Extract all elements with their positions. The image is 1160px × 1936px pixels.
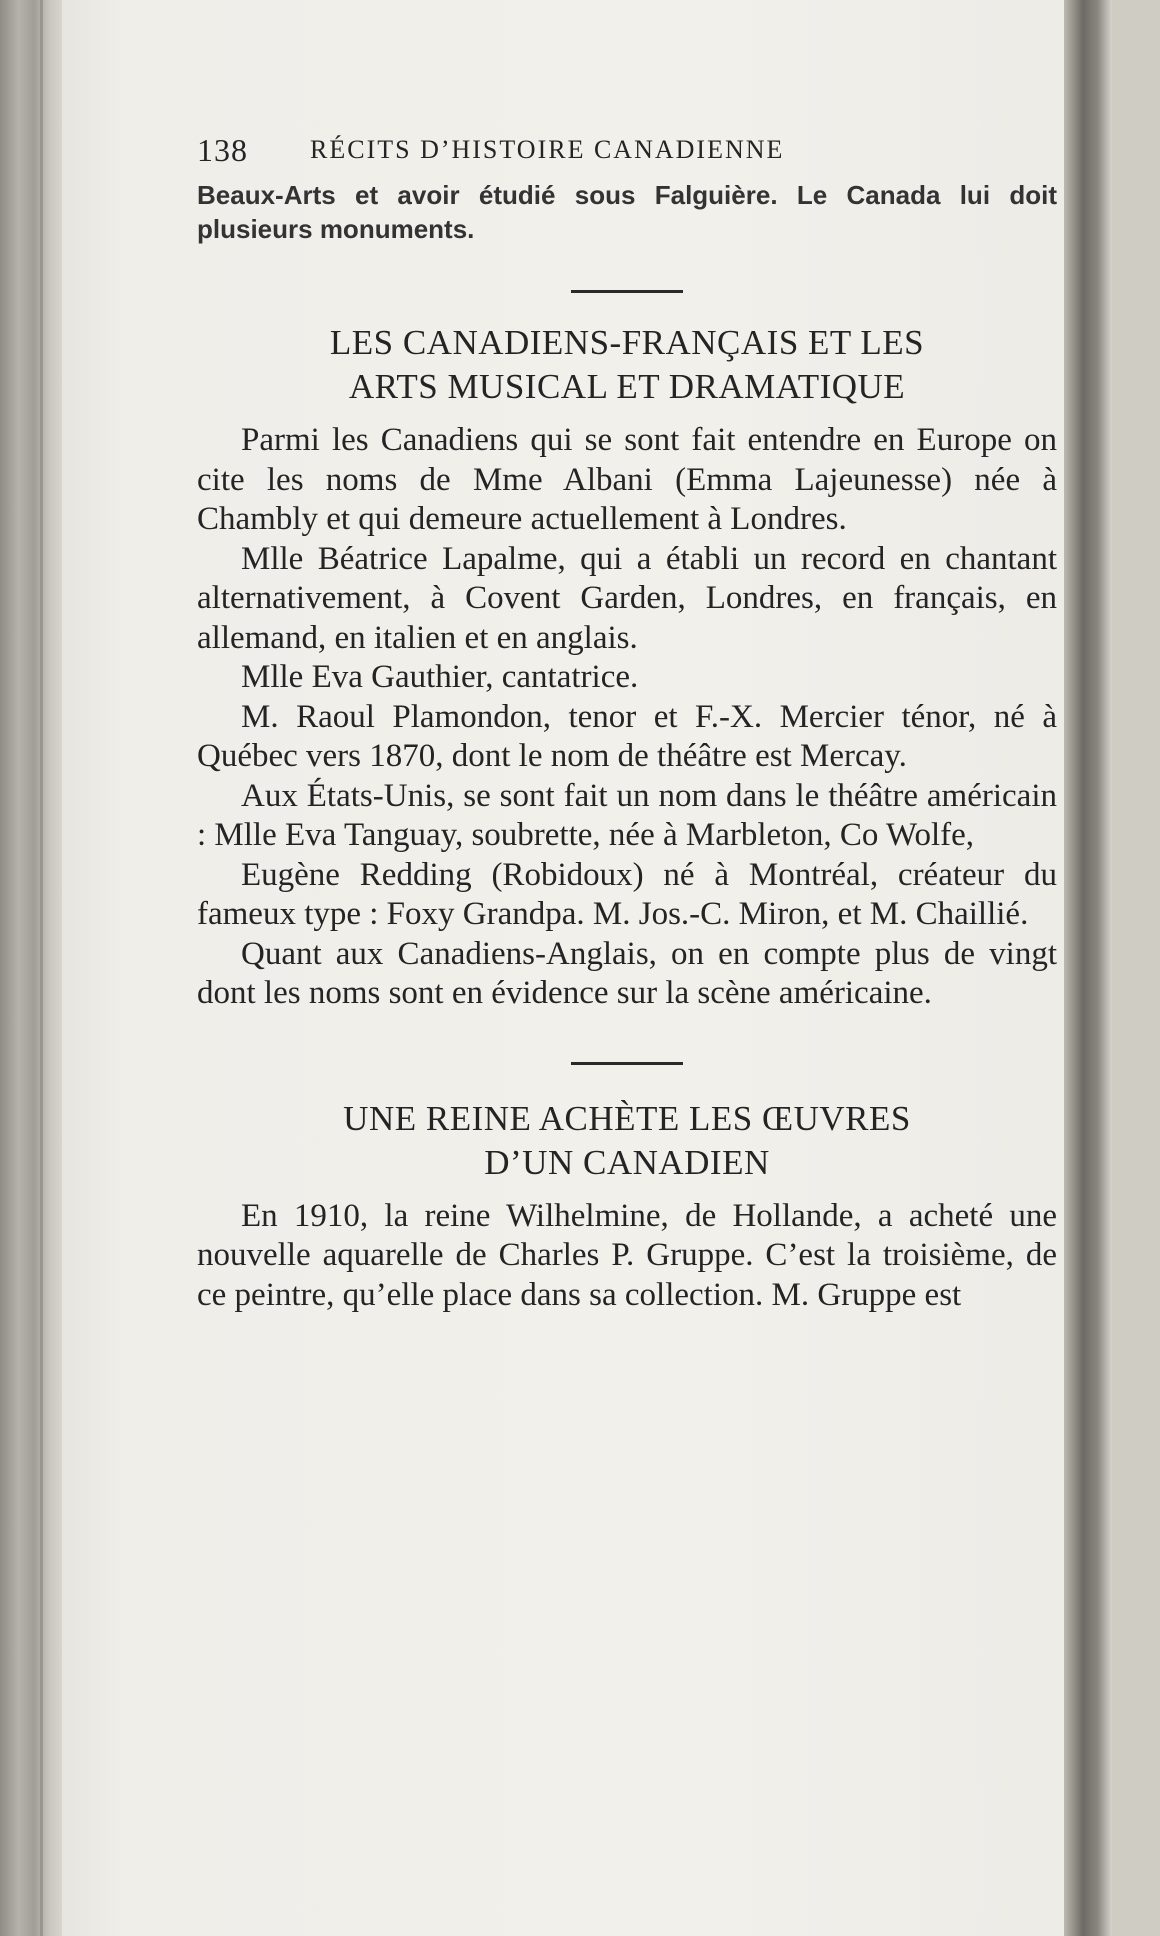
book-page — [62, 0, 1112, 1936]
section-heading — [197, 321, 1057, 409]
heading-line-1: UNE REINE ACHÈTE LES ŒUVRES — [343, 1098, 911, 1138]
page-number: 138 — [197, 132, 248, 168]
running-title: RÉCITS D’HISTOIRE CANADIENNE — [310, 135, 785, 164]
paragraph: En 1910, la reine Wilhelmine, de Hollande, a acheté une nouvelle aquarelle de Charles P. Gruppe. C’est la troisième, de ce peintre, qu’elle place dans sa collection. M. Gruppe est — [197, 1197, 1057, 1313]
section-queen — [197, 1062, 1057, 1316]
page-edge — [1064, 0, 1112, 1936]
continuation-text: Beaux-Arts et avoir étudié sous Falguière. Le Canada lui doit plusieurs monuments. — [197, 180, 1057, 244]
heading-line-1: LES CANADIENS-FRANÇAIS ET LES — [329, 323, 925, 362]
heading-line-2: D’UN CANADIEN — [484, 1142, 770, 1182]
paragraph: M. Raoul Plamondon, tenor et F.-X. Mercier ténor, né à Québec vers 1870, dont le nom de théâtre est Mercay. — [197, 698, 1057, 774]
page-content — [197, 128, 1057, 1315]
paragraph: Parmi les Canadiens qui se sont fait entendre en Europe on cite les noms de Mme Albani (Emma Lajeunesse) née à Chambly et qui demeure actuellement à Londres. — [197, 422, 1057, 537]
section-arts — [197, 290, 1057, 1014]
paragraph: Mlle Béatrice Lapalme, qui a établi un record en chantant alternativement, à Covent Garden, Londres, en français, en allemand, en italien et en anglais. — [197, 540, 1057, 656]
section-heading — [197, 1097, 1057, 1185]
section-divider — [571, 1062, 683, 1065]
paragraph: Mlle Eva Gauthier, cantatrice. — [241, 659, 639, 695]
paragraph: Quant aux Canadiens-Anglais, on en compte plus de vingt dont les noms sont en évidence sur la scène américaine. — [197, 935, 1057, 1011]
heading-line-2: ARTS MUSICAL ET DRAMATIQUE — [348, 367, 906, 406]
book-binding — [0, 0, 62, 1936]
running-head — [197, 128, 1057, 172]
section-divider — [571, 290, 683, 293]
paragraph: Eugène Redding (Robidoux) né à Montréal, créateur du fameux type : Foxy Grandpa. M. Jos.-C. Miron, et M. Chaillié. — [197, 856, 1057, 932]
paragraph: Aux États-Unis, se sont fait un nom dans le théâtre américain : Mlle Eva Tanguay, soubrette, née à Marbleton, Co Wolfe, — [197, 777, 1057, 853]
